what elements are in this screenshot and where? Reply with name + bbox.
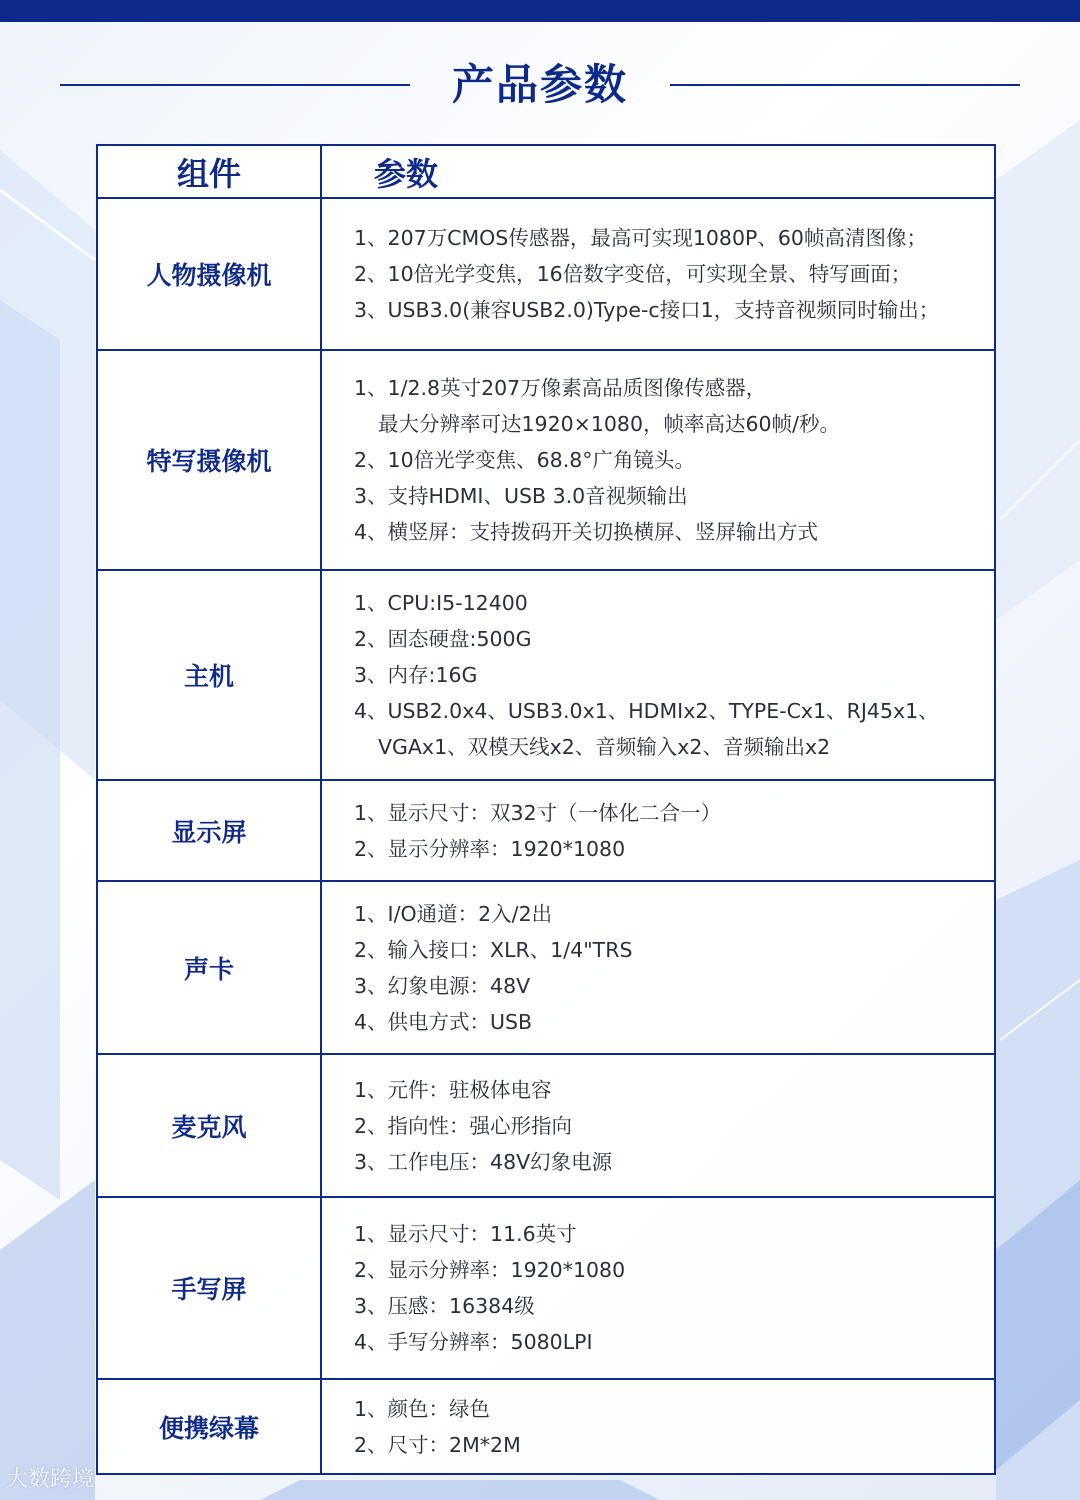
param-line: 1、1/2.8英寸207万像素高品质图像传感器，	[354, 376, 767, 400]
table-row	[97, 1197, 995, 1379]
param-line: 2、尺寸：2M*2M	[354, 1432, 521, 1457]
param-cell	[321, 198, 995, 350]
param-line: 2、输入接口：XLR、1/4"TRS	[354, 937, 633, 962]
param-line: 3、工作电压：48V幻象电源	[354, 1149, 613, 1174]
watermark: 大数跨境	[6, 1467, 95, 1492]
table-row	[97, 198, 995, 350]
param-cell	[321, 780, 995, 881]
title-divider-left	[60, 84, 410, 86]
param-line: 2、显示分辨率：1920*1080	[354, 1258, 626, 1282]
param-cell	[321, 570, 995, 780]
param-cell	[321, 1054, 995, 1197]
param-line: 最大分辨率可达1920×1080，帧率高达60帧/秒。	[378, 412, 841, 436]
param-line: 1、CPU:I5-12400	[354, 591, 528, 615]
param-line: 1、元件：驻极体电容	[354, 1077, 552, 1102]
param-line: 2、固态硬盘:500G	[354, 627, 532, 651]
component-name: 手写屏	[97, 1197, 321, 1379]
table-row	[97, 350, 995, 570]
param-cell	[321, 1379, 995, 1474]
param-cell	[321, 1197, 995, 1379]
param-line: 2、指向性：强心形指向	[354, 1113, 573, 1138]
component-name: 特写摄像机	[97, 350, 321, 570]
title-divider-right	[670, 84, 1020, 86]
component-name: 声卡	[97, 881, 321, 1054]
param-line: 1、207万CMOS传感器，最高可实现1080P、60帧高清图像；	[354, 226, 927, 250]
param-line: 1、显示尺寸：11.6英寸	[354, 1222, 577, 1246]
header-params: 参数	[321, 145, 995, 198]
table-row	[97, 1379, 995, 1474]
table-row	[97, 780, 995, 881]
param-cell	[321, 350, 995, 570]
param-line: 4、手写分辨率：5080LPI	[354, 1330, 593, 1354]
param-line: 3、压感：16384级	[354, 1294, 535, 1318]
page-title: 产品参数	[451, 60, 628, 109]
param-line: 3、USB3.0(兼容USB2.0)Type-c接口1，支持音视频同时输出；	[354, 298, 940, 322]
param-line: 2、10倍光学变焦、68.8°广角镜头。	[354, 448, 696, 472]
component-name: 麦克风	[97, 1054, 321, 1197]
param-line: 2、显示分辨率：1920*1080	[354, 836, 626, 861]
component-name: 主机	[97, 570, 321, 780]
param-line: 3、支持HDMI、USB 3.0音视频输出	[354, 484, 688, 508]
title-section	[0, 56, 1080, 116]
table-row	[97, 570, 995, 780]
param-line: 1、I/O通道：2入/2出	[354, 901, 553, 926]
spec-table	[96, 144, 996, 1475]
component-name: 人物摄像机	[97, 198, 321, 350]
table-row	[97, 881, 995, 1054]
param-line: 1、颜色：绿色	[354, 1396, 491, 1421]
param-line: 4、供电方式：USB	[354, 1009, 533, 1034]
param-line: 4、横竖屏：支持拨码开关切换横屏、竖屏输出方式	[354, 520, 819, 544]
param-line: 3、内存:16G	[354, 663, 478, 687]
param-line: 3、幻象电源：48V	[354, 973, 531, 998]
param-line: VGAx1、双模天线x2、音频输入x2、音频输出x2	[378, 735, 831, 759]
param-cell	[321, 881, 995, 1054]
param-line: 1、显示尺寸：双32寸（一体化二合一）	[354, 800, 722, 825]
param-line: 4、USB2.0x4、USB3.0x1、HDMIx2、TYPE-Cx1、RJ45x1、	[354, 699, 939, 723]
param-line: 2、10倍光学变焦，16倍数字变倍，可实现全景、特写画面；	[354, 262, 912, 286]
table-header-row	[97, 145, 995, 198]
component-name: 显示屏	[97, 780, 321, 881]
table-row	[97, 1054, 995, 1197]
header-component: 组件	[97, 145, 321, 198]
component-name: 便携绿幕	[97, 1379, 321, 1474]
